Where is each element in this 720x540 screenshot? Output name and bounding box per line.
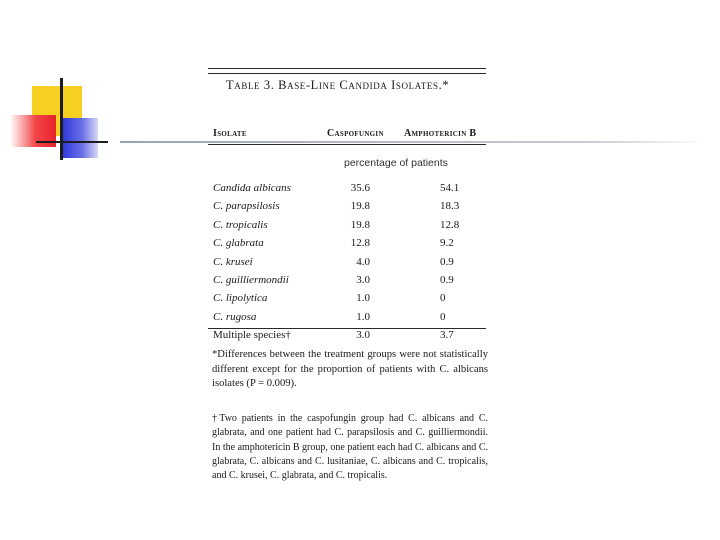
table-row: [213, 237, 488, 255]
amphotericin-value: 0: [440, 292, 446, 305]
amphotericin-value: 0: [440, 310, 446, 323]
table-row: [213, 274, 488, 292]
footnote-multiple-species: †Two patients in the caspofungin group had C. albicans and C. glabrata, and one patient had C. parapsilosis and C. guilliermondii. In the amphotericin B group, one patient each had C. albicans and C. glabrata, C. albicans and C. lusitaniae, C. albicans and C. tropicalis, and C. krusei, C. glabrata, and C. tropicalis.: [212, 413, 488, 482]
isolate-name: C. parapsilosis: [213, 200, 280, 213]
amphotericin-value: 12.8: [440, 218, 460, 231]
table-row: [213, 200, 488, 218]
decor-horizontal-line: [36, 141, 108, 143]
isolate-name: C. lipolytica: [213, 292, 268, 305]
caspofungin-value: 35.6: [350, 182, 370, 194]
isolate-name: C. tropicalis: [213, 218, 268, 231]
caspofungin-value: 12.8: [350, 237, 370, 250]
table-row: [213, 292, 488, 310]
isolate-name: Multiple species†: [213, 329, 291, 342]
header-rule: [208, 144, 486, 145]
table-row: [213, 256, 488, 274]
amphotericin-value: 0.9: [440, 273, 454, 286]
table-title: Table 3. Base-Line Candida Isolates.*: [226, 78, 450, 92]
table-top-rule: [208, 68, 486, 69]
header-amphotericin: Amphotericin B: [404, 128, 477, 139]
isolate-name: C. guilliermondii: [213, 273, 289, 286]
caspofungin-value: 3.0: [356, 273, 370, 286]
caspofungin-value: 1.0: [356, 292, 370, 305]
header-isolate: Isolate: [213, 128, 247, 139]
isolate-name: C. glabrata: [213, 237, 264, 250]
isolate-name: C. krusei: [213, 255, 253, 268]
table-row: [213, 311, 488, 329]
table-bottom-rule: [208, 328, 486, 329]
table-subheader: percentage of patients: [344, 157, 448, 169]
table-row: [213, 219, 488, 237]
isolate-name: Candida albicans: [213, 182, 291, 194]
table-panel: [208, 68, 490, 508]
table-top-rule-2: [208, 73, 486, 74]
decor-vertical-line: [60, 78, 63, 160]
amphotericin-value: 9.2: [440, 237, 454, 250]
caspofungin-value: 1.0: [356, 310, 370, 323]
table-row: [213, 329, 488, 347]
caspofungin-value: 19.8: [350, 218, 370, 231]
amphotericin-value: 18.3: [440, 200, 460, 213]
amphotericin-value: 54.1: [440, 182, 460, 194]
isolate-name: C. rugosa: [213, 310, 257, 323]
amphotericin-value: 0.9: [440, 255, 454, 268]
decor-blue-square: [60, 118, 98, 158]
table-body: [213, 182, 488, 348]
caspofungin-value: 19.8: [350, 200, 370, 213]
footnote-significance: *Differences between the treatment groups were not statistically different except for the proportion of patients with C. albicans isolates (P = 0.009).: [212, 349, 488, 390]
caspofungin-value: 4.0: [356, 255, 370, 268]
table-row: [213, 182, 488, 200]
amphotericin-value: 3.7: [440, 329, 454, 342]
caspofungin-value: 3.0: [356, 329, 370, 342]
header-caspofungin: Caspofungin: [327, 128, 384, 139]
